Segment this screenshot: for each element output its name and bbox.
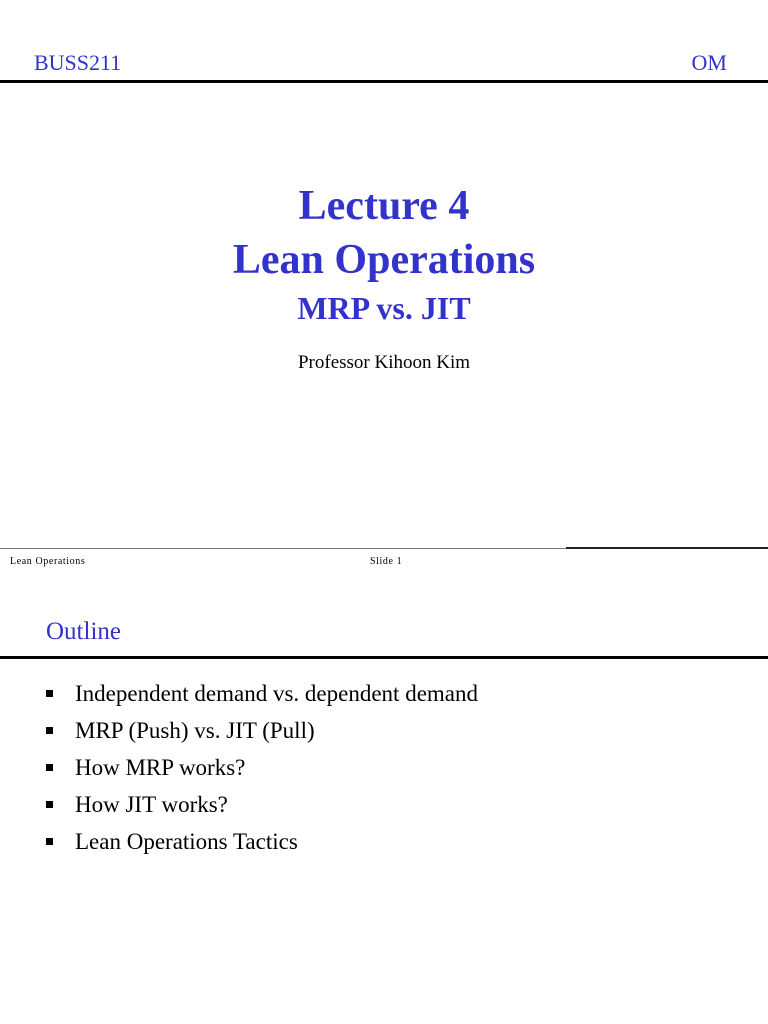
footer-divider-accent xyxy=(566,547,768,549)
list-item xyxy=(46,786,478,823)
footer-divider xyxy=(0,548,566,549)
list-item xyxy=(46,675,478,712)
slide-title xyxy=(0,180,768,328)
author-name: Professor Kihoon Kim xyxy=(297,352,471,373)
bullet-square-icon xyxy=(46,838,53,845)
title-subtopic: MRP vs. JIT xyxy=(297,290,471,326)
course-tag: OM xyxy=(691,50,727,75)
title-lecture-number: Lecture 4 xyxy=(298,183,470,229)
header-divider xyxy=(0,80,768,83)
list-item-text: Independent demand vs. dependent demand xyxy=(75,680,479,706)
title-topic: Lean Operations xyxy=(232,237,536,283)
bullet-square-icon xyxy=(46,764,53,771)
list-item-text: Lean Operations Tactics xyxy=(75,828,298,854)
course-code: BUSS211 xyxy=(34,50,122,75)
list-item-text: How JIT works? xyxy=(75,791,228,817)
list-item-text: MRP (Push) vs. JIT (Pull) xyxy=(75,717,315,743)
bullet-square-icon xyxy=(46,690,53,697)
list-item xyxy=(46,712,478,749)
outline-list xyxy=(46,675,478,860)
list-item xyxy=(46,749,478,786)
bullet-square-icon xyxy=(46,801,53,808)
footer-slide-number: Slide 1 xyxy=(370,556,403,567)
outline-divider xyxy=(0,656,768,659)
bullet-square-icon xyxy=(46,727,53,734)
list-item xyxy=(46,823,478,860)
outline-heading: Outline xyxy=(46,618,121,645)
list-item-text: How MRP works? xyxy=(75,754,246,780)
footer-deck-title: Lean Operations xyxy=(10,556,86,567)
